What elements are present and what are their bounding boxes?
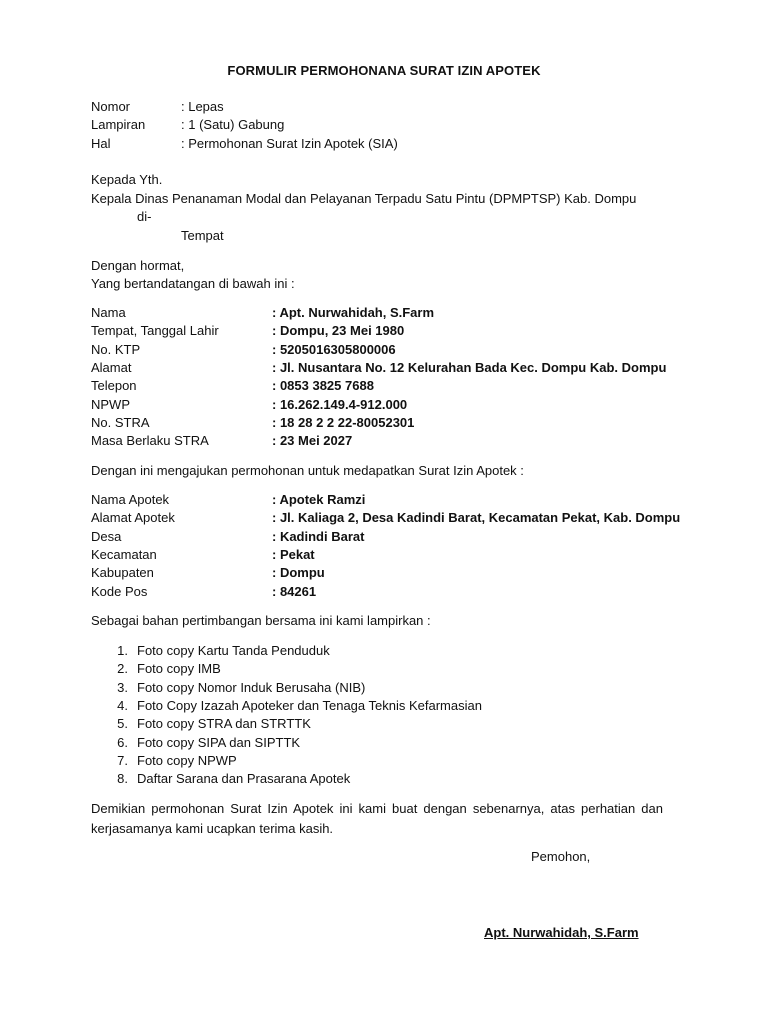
recipient-di: di-	[137, 209, 152, 224]
attachment-number: 8.	[117, 771, 128, 786]
recipient-office: Kepala Dinas Penanaman Modal dan Pelayanan Terpadu Satu Pintu (DPMPTSP) Kab. Dompu	[91, 191, 637, 206]
pharmacy-address-label: Alamat Apotek	[91, 510, 175, 525]
applicant-name-value: : Apt. Nurwahidah, S.Farm	[272, 305, 435, 320]
attachment-number: 2.	[117, 661, 128, 676]
attachment-item: Daftar Sarana dan Prasarana Apotek	[137, 771, 351, 786]
attachment-item: Foto copy NPWP	[137, 753, 237, 768]
nomor-label: Nomor	[91, 99, 131, 114]
pharmacy-district-value: : Pekat	[272, 547, 315, 562]
attachment-item: Foto Copy Izazah Apoteker dan Tenaga Teknis Kefarmasian	[137, 698, 482, 713]
pharmacy-village-value: : Kadindi Barat	[272, 529, 365, 544]
applicant-address-value: : Jl. Nusantara No. 12 Kelurahan Bada Kec. Dompu Kab. Dompu	[272, 360, 667, 375]
applicant-address-label: Alamat	[91, 360, 132, 375]
attachment-item: Foto copy IMB	[137, 661, 221, 676]
attachment-number: 4.	[117, 698, 128, 713]
applicant-stra-validity-label: Masa Berlaku STRA	[91, 433, 209, 448]
pharmacy-name-value: : Apotek Ramzi	[272, 492, 366, 507]
applicant-ktp-label: No. KTP	[91, 342, 141, 357]
attachment-item: Foto copy SIPA dan SIPTTK	[137, 735, 301, 750]
attachment-number: 5.	[117, 716, 128, 731]
applicant-phone-value: : 0853 3825 7688	[272, 378, 374, 393]
recipient-greeting: Kepada Yth.	[91, 172, 163, 187]
nomor-value: : Lepas	[181, 99, 224, 114]
attachment-number: 7.	[117, 753, 128, 768]
applicant-birth-value: : Dompu, 23 Mei 1980	[272, 323, 405, 338]
applicant-name-label: Nama	[91, 305, 126, 320]
attachment-number: 6.	[117, 735, 128, 750]
pharmacy-postal-label: Kode Pos	[91, 584, 148, 599]
applicant-ktp-value: : 5205016305800006	[272, 342, 396, 357]
lampiran-value: : 1 (Satu) Gabung	[181, 117, 285, 132]
request-intro: Dengan ini mengajukan permohonan untuk medapatkan Surat Izin Apotek :	[91, 463, 524, 478]
applicant-phone-label: Telepon	[91, 378, 137, 393]
document-title: FORMULIR PERMOHONANA SURAT IZIN APOTEK	[227, 63, 541, 78]
attachments-intro: Sebagai bahan pertimbangan bersama ini kami lampirkan :	[91, 613, 431, 628]
applicant-birth-label: Tempat, Tanggal Lahir	[91, 323, 219, 338]
applicant-stra-value: : 18 28 2 2 22-80052301	[272, 415, 415, 430]
closing-paragraph: Demikian permohonan Surat Izin Apotek ini kami buat dengan sebenarnya, atas perhatian dan kerjasamanya kami ucapkan terima kasih.	[91, 801, 663, 836]
attachment-number: 3.	[117, 680, 128, 695]
attachment-item: Foto copy Kartu Tanda Penduduk	[137, 643, 330, 658]
signature-role: Pemohon,	[531, 849, 591, 864]
pharmacy-name-label: Nama Apotek	[91, 492, 170, 507]
pharmacy-village-label: Desa	[91, 529, 122, 544]
attachment-number: 1.	[117, 643, 128, 658]
applicant-stra-validity-value: : 23 Mei 2027	[272, 433, 353, 448]
pharmacy-district-label: Kecamatan	[91, 547, 157, 562]
pharmacy-postal-value: : 84261	[272, 584, 317, 599]
hal-value: : Permohonan Surat Izin Apotek (SIA)	[181, 136, 398, 151]
lampiran-label: Lampiran	[91, 117, 146, 132]
salutation: Dengan hormat,	[91, 258, 185, 273]
applicant-stra-label: No. STRA	[91, 415, 150, 430]
recipient-place: Tempat	[181, 228, 224, 243]
pharmacy-address-value: : Jl. Kaliaga 2, Desa Kadindi Barat, Kecamatan Pekat, Kab. Dompu	[272, 510, 681, 525]
signature-name: Apt. Nurwahidah, S.Farm	[484, 925, 639, 940]
attachment-item: Foto copy Nomor Induk Berusaha (NIB)	[137, 680, 366, 695]
applicant-npwp-value: : 16.262.149.4-912.000	[272, 397, 408, 412]
intro-text: Yang bertandatangan di bawah ini :	[91, 276, 295, 291]
attachment-item: Foto copy STRA dan STRTTK	[137, 716, 311, 731]
applicant-npwp-label: NPWP	[91, 397, 130, 412]
pharmacy-regency-label: Kabupaten	[91, 565, 154, 580]
hal-label: Hal	[91, 136, 111, 151]
pharmacy-regency-value: : Dompu	[272, 565, 325, 580]
